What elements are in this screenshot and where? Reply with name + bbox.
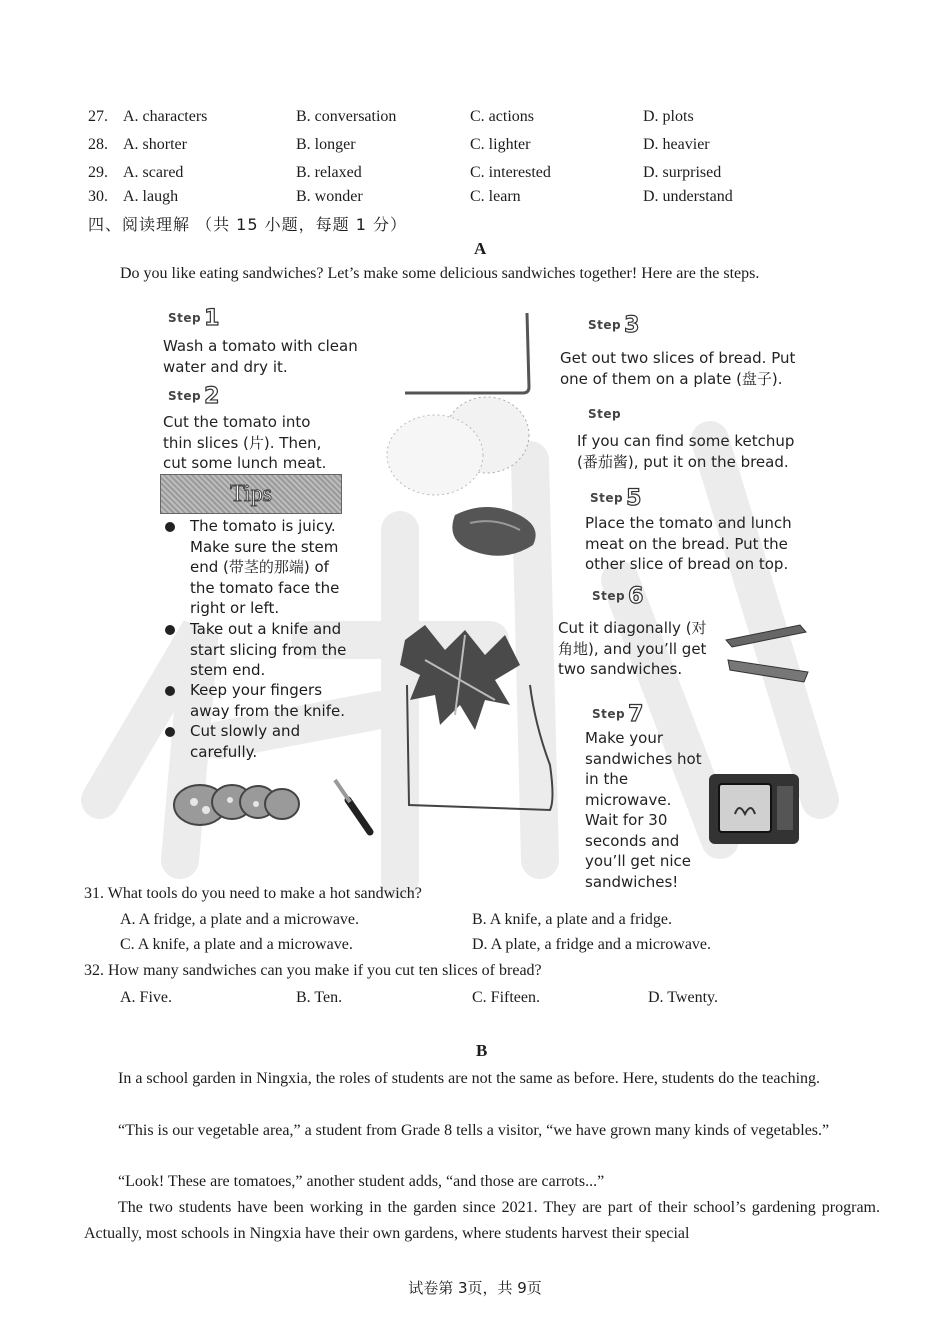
step-3-text: Get out two slices of bread. Put one of them on a plate (盘子).: [560, 349, 796, 388]
knife-icon: [348, 800, 370, 832]
passage-b-paragraph: The two students have been working in the garden since 2021. They are part of their school’s gardening program. Actually, most schools in Ningxia have their own gardens, where students harvest their special: [84, 1199, 880, 1242]
step-6-text: Cut it diagonally (对角地), and you’ll get two sandwiches.: [558, 619, 707, 678]
q31-option-d: D. A plate, a fridge and a microwave.: [472, 936, 712, 953]
passage-a-heading: A: [474, 239, 487, 258]
question-28: [88, 136, 908, 160]
option-b: B. longer: [296, 136, 356, 153]
step-1-label: Step 1: [168, 306, 220, 331]
q32-option-a: A. Five.: [120, 989, 172, 1006]
tip-item: The tomato is juicy. Make sure the stem end (带茎的那端) of the tomato face the right or left.: [165, 516, 345, 619]
passage-b-heading: B: [476, 1041, 488, 1060]
step-7-text: Make your sandwiches hot in the microwave. Wait for 30 seconds and you’ll get nice sandwiches!: [585, 729, 702, 891]
passage-b-paragraph: “This is our vegetable area,” a student from Grade 8 tells a visitor, “we have grown many kinds of vegetables.”: [118, 1122, 830, 1139]
bullet-icon: [165, 625, 175, 635]
q31-option-a: A. A fridge, a plate and a microwave.: [120, 911, 360, 928]
tip-item: Cut slowly and carefully.: [165, 721, 335, 762]
q31-option-c: C. A knife, a plate and a microwave.: [120, 936, 353, 953]
question-number: 30.: [88, 188, 108, 205]
passage-b-paragraph: In a school garden in Ningxia, the roles of students are not the same as before. Here, students do the teaching.: [118, 1070, 821, 1087]
option-a: A. laugh: [123, 188, 179, 205]
step-4-label: Step: [588, 407, 622, 421]
microwave-icon: [707, 772, 803, 848]
option-d: D. heavier: [643, 136, 710, 153]
step-6-label: Step 6: [592, 584, 644, 609]
question-number: 27.: [88, 108, 108, 125]
step-3-label: Step 3: [588, 313, 640, 338]
tips-heading: Tips: [160, 474, 342, 514]
option-d: D. understand: [643, 188, 733, 205]
step-5-label: Step 5: [590, 486, 642, 511]
cut-sandwiches-illustration: [724, 620, 814, 690]
page-footer: 试卷第 3页，共 9页: [408, 1279, 542, 1297]
tomato-slices-illustration: [170, 770, 385, 840]
step-2-text: Cut the tomato into thin slices (片). Then, cut some lunch meat.: [163, 413, 327, 472]
option-b: B. relaxed: [296, 164, 362, 181]
q31-option-b: B. A knife, a plate and a fridge.: [472, 911, 672, 928]
option-d: D. plots: [643, 108, 694, 125]
question-27: [88, 108, 908, 132]
question-number: 28.: [88, 136, 108, 153]
step-4-text: If you can find some ketchup (番茄酱), put it on the bread.: [577, 432, 795, 471]
step-1-text: Wash a tomato with clean water and dry it.: [163, 337, 358, 376]
option-b: B. wonder: [296, 188, 363, 205]
option-b: B. conversation: [296, 108, 397, 125]
tip-item: Keep your fingers away from the knife.: [165, 680, 355, 721]
bullet-icon: [165, 686, 175, 696]
step-2-label: Step 2: [168, 384, 220, 409]
question-32: 32. How many sandwiches can you make if you cut ten slices of bread?: [84, 962, 542, 979]
q32-option-c: C. Fifteen.: [472, 989, 540, 1006]
option-a: A. shorter: [123, 136, 187, 153]
tip-item: Take out a knife and start slicing from the stem end.: [165, 619, 355, 681]
q32-option-b: B. Ten.: [296, 989, 343, 1006]
option-c: C. lighter: [470, 136, 531, 153]
option-c: C. actions: [470, 108, 534, 125]
bullet-icon: [165, 522, 175, 532]
option-d: D. surprised: [643, 164, 722, 181]
step-5-text: Place the tomato and lunch meat on the bread. Put the other slice of bread on top.: [585, 514, 792, 573]
option-a: A. scared: [123, 164, 184, 181]
q32-option-d: D. Twenty.: [648, 989, 718, 1006]
option-c: C. learn: [470, 188, 521, 205]
option-c: C. interested: [470, 164, 551, 181]
question-29: [88, 164, 908, 188]
sandwich-illustration: [345, 305, 565, 825]
passage-b-paragraph: “Look! These are tomatoes,” another student adds, “and those are carrots...”: [118, 1173, 605, 1190]
step-7-label: Step 7: [592, 702, 644, 727]
question-31: 31. What tools do you need to make a hot sandwich?: [84, 885, 422, 902]
question-number: 29.: [88, 164, 108, 181]
question-30: [88, 188, 908, 212]
section-title: 四、阅读理解 （共 15 小题，每题 1 分）: [88, 215, 407, 234]
passage-a-intro: Do you like eating sandwiches? Let’s make some delicious sandwiches together! Here are the steps.: [120, 265, 760, 282]
option-a: A. characters: [123, 108, 208, 125]
bullet-icon: [165, 727, 175, 737]
